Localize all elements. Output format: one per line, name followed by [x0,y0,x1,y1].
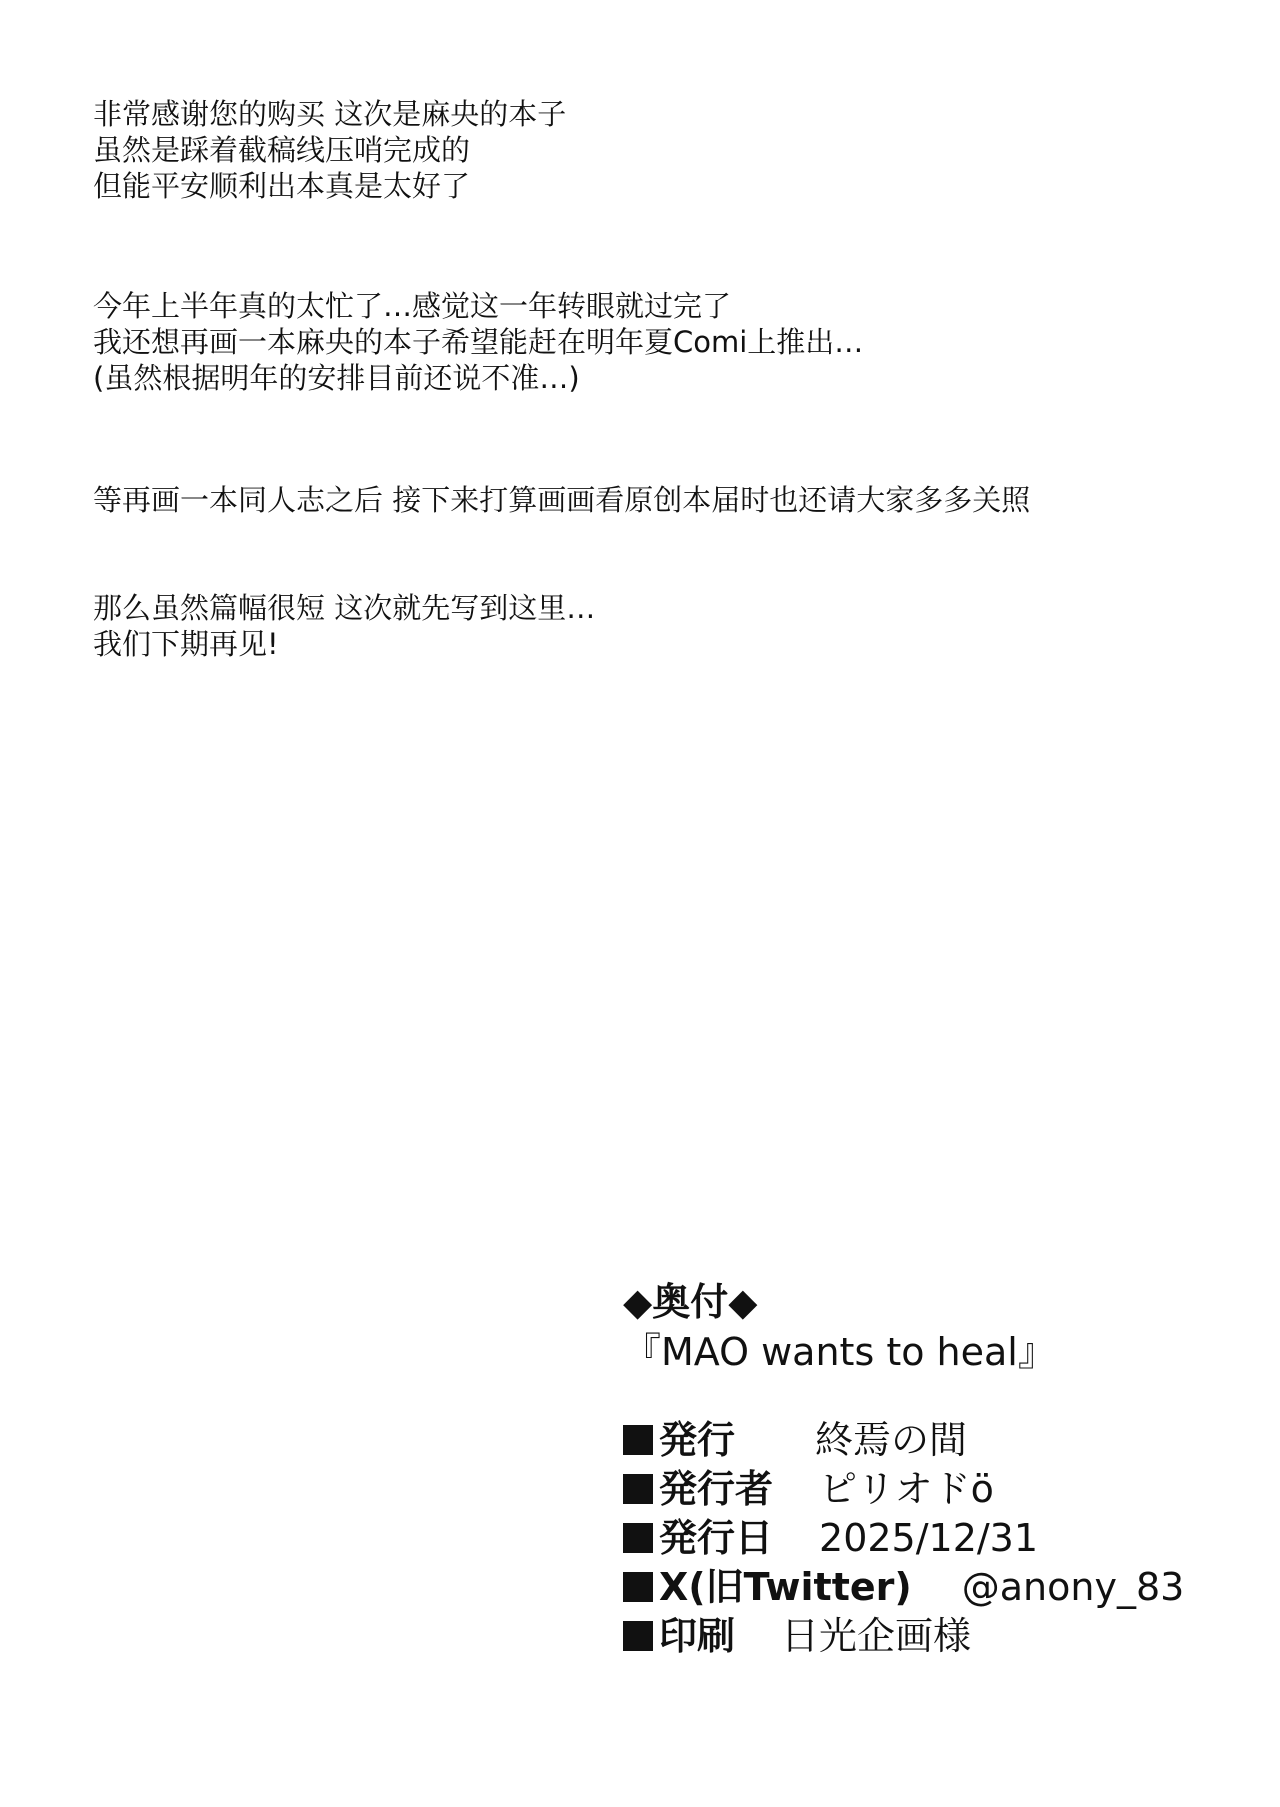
colophon-value: 日光企画様 [781,1614,972,1658]
square-bullet-icon [623,1474,653,1504]
square-bullet-icon [623,1572,653,1602]
square-bullet-icon [623,1621,653,1651]
colophon-book-title: 『MAO wants to heal』 [623,1330,1056,1374]
colophon-value: 終焉の間 [815,1418,968,1462]
colophon-heading: ◆奥付◆ [623,1280,758,1324]
afterword-line: 虽然是踩着截稿线压哨完成的 [93,133,471,167]
afterword-line: (虽然根据明年的安排目前还说不准…) [93,361,580,395]
colophon-row-printer [623,1612,1263,1661]
square-bullet-icon [623,1523,653,1553]
afterword-paragraph-3 [93,482,1233,518]
colophon-label: 発行 [659,1418,736,1462]
afterword-line: 今年上半年真的太忙了…感觉这一年转眼就过完了 [93,289,732,323]
afterword-line: 我们下期再见! [93,627,279,661]
colophon-label: X(旧Twitter) [659,1565,912,1609]
afterword-line: 等再画一本同人志之后 接下来打算画画看原创本届时也还请大家多多关照 [93,483,1031,517]
afterword-paragraph-1 [93,96,1233,204]
colophon-row-publisher [623,1416,1263,1465]
colophon-row-author [623,1465,1263,1514]
colophon-label: 発行日 [659,1516,774,1560]
colophon-value: @anony_83 [961,1565,1185,1609]
afterword-line: 但能平安顺利出本真是太好了 [93,169,471,203]
afterword [93,96,1233,662]
colophon-value: 2025/12/31 [819,1516,1039,1560]
square-bullet-icon [623,1425,653,1455]
afterword-paragraph-4 [93,590,1233,662]
afterword-line: 非常感谢您的购买 这次是麻央的本子 [93,97,567,131]
colophon-label: 発行者 [659,1467,774,1511]
colophon [623,1278,1263,1661]
afterword-paragraph-2 [93,288,1233,396]
colophon-value: ピリオドö [819,1467,994,1511]
colophon-list [623,1416,1263,1661]
afterword-line: 那么虽然篇幅很短 这次就先写到这里… [93,591,596,625]
afterword-line: 我还想再画一本麻央的本子希望能赶在明年夏Comi上推出… [93,325,864,359]
colophon-label: 印刷 [659,1614,736,1658]
colophon-row-x-account [623,1563,1263,1612]
colophon-row-date [623,1514,1263,1563]
